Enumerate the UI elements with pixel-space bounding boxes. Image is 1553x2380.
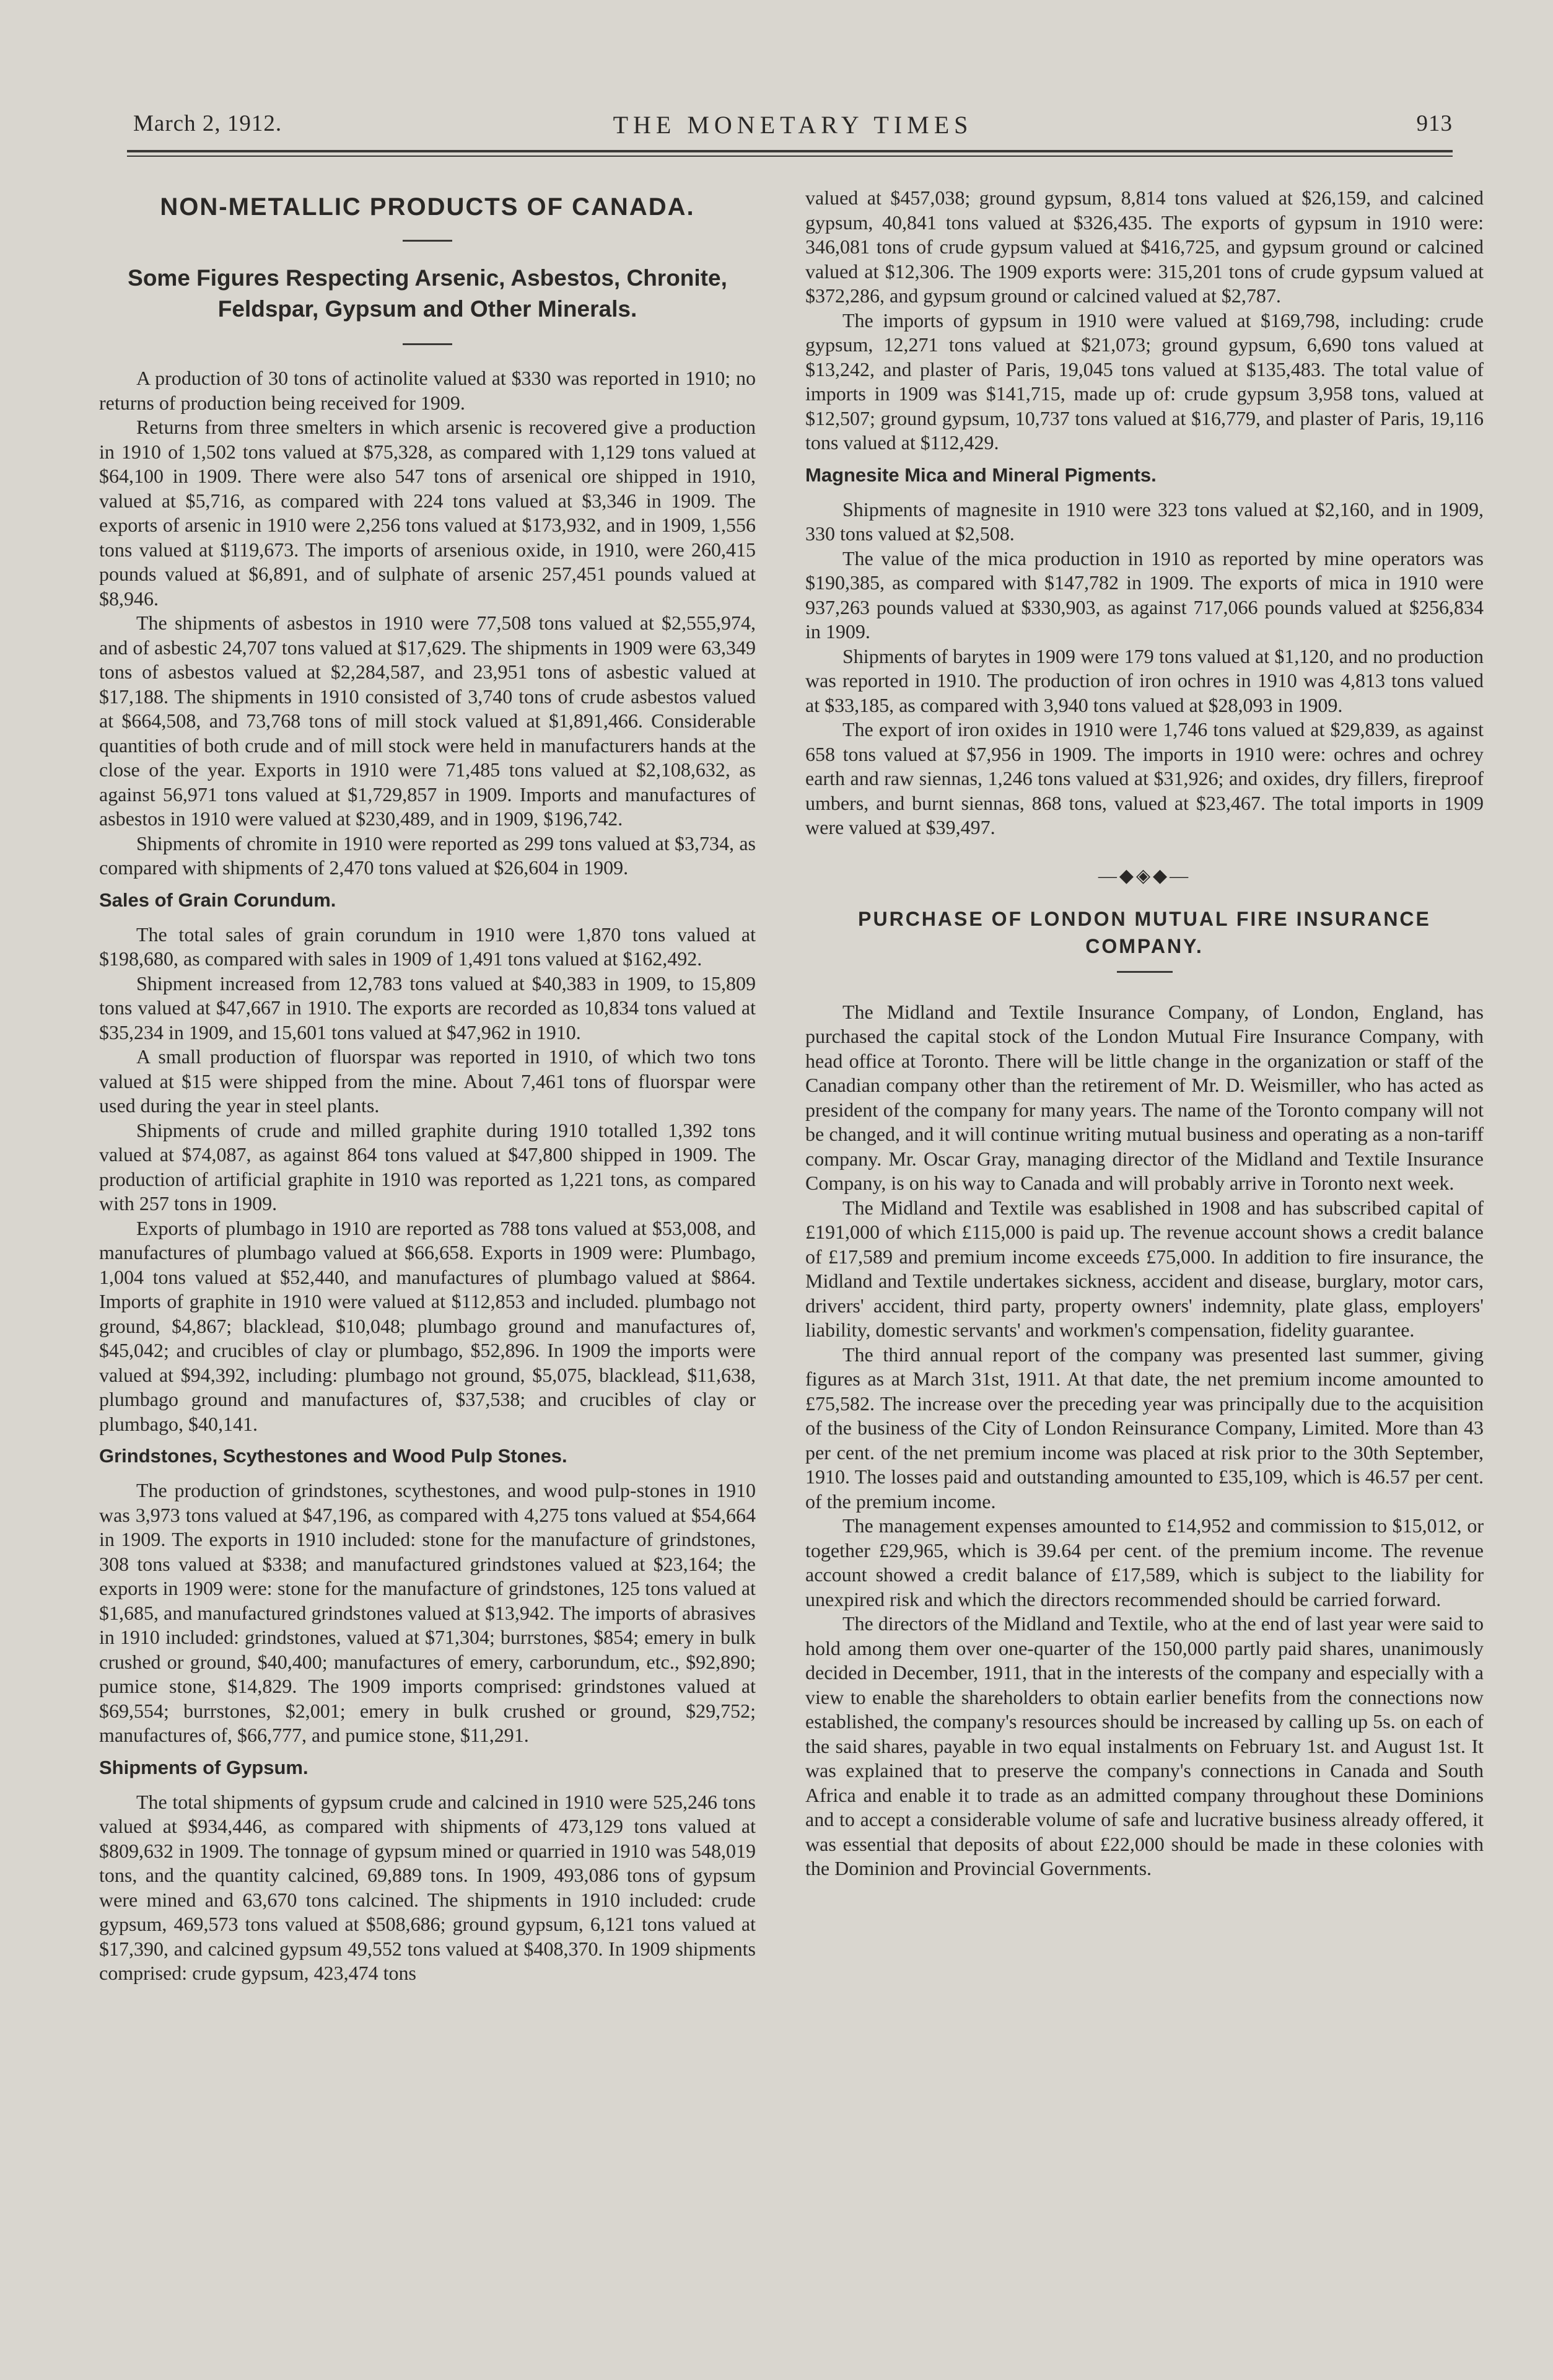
paragraph: Exports of plumbago in 1910 are reported as 788 tons valued at $53,008, and manufactures of plumbago valued at $66,658. Exports in 1909 were: Plumbago, 1,004 tons valued at $52,440, and manufactures of plumbago valued at $864. Imports of graphite in 1910 were valued at $112,853 and included. plumbago not ground, $4,867; blacklead, $10,048; plumbago ground and manufactures of, $45,042; and crucibles of clay or plumbago, $52,896. In 1909 the imports were valued at $94,392, including: plumbago not ground, $5,075, blacklead, $11,638, plumbago ground and manufactures of, $37,538; and crucibles of clay or plumbago, $40,141. [99, 1216, 756, 1435]
paragraph: The imports of gypsum in 1910 were valued at $169,798, including: crude gypsum, 12,271 tons valued at $21,073; ground gypsum, 6,690 tons valued at $13,242, and plaster of Paris, 19,045 tons valued at $135,483. The total value of imports in 1909 was $141,715, made up of: crude gypsum 3,958 tons, valued at $12,507; ground gypsum, 10,737 tons valued at $16,779, and plaster of Paris, 19,116 tons valued at $112,429. [805, 309, 1484, 454]
paragraph: The Midland and Textile Insurance Company, of London, England, has purchased the capital stock of the London Mutual Fire Insurance Company, with head office at Toronto. There will be little change in the organization or staff of the Canadian company other than the retirement of Mr. D. Weismiller, who has acted as president of the company for many years. The name of the Toronto company will not be changed, and it will continue writing mutual business and operating as a non-tariff company. Mr. Oscar Gray, managing director of the Midland and Textile Insurance Company, is on his way to Canada and will probably arrive in Toronto next week. [805, 1000, 1484, 1194]
paragraph: The total shipments of gypsum crude and calcined in 1910 were 525,246 tons valued at $934,446, as compared with shipments of 473,129 tons valued at $809,632 in 1909. The tonnage of gypsum mined or quarried in 1910 was 548,019 tons, and the quantity calcined, 69,889 tons. In 1909, 493,086 tons of gypsum were mined and 63,670 tons calcined. The shipments in 1910 included: crude gypsum, 469,573 tons valued at $508,686; ground gypsum, 6,121 tons valued at $17,390, and calcined gypsum 49,552 tons valued at $408,370. In 1909 shipments comprised: crude gypsum, 423,474 tons [99, 1790, 756, 1984]
paragraph: valued at $457,038; ground gypsum, 8,814 tons valued at $26,159, and calcined gypsum, 40,841 tons valued at $326,435. The exports of gypsum in 1910 were: 346,081 tons of crude gypsum valued at $416,725, and gypsum ground or calcined valued at $12,306. The 1909 exports were: 315,201 tons of crude gypsum valued at $372,286, and gypsum ground or calcined valued at $2,787. [805, 187, 1484, 307]
paragraph: The directors of the Midland and Textile, who at the end of last year were said to hold among them over one-quarter of the 150,000 partly paid shares, unanimously decided in December, 1911, that in the interests of the company and especially with a view to enable the shareholders to obtain earlier benefits from the connections now established, the company's resources should be increased by calling up 5s. on each of the said shares, payable in two equal instalments on February 1st. and August 1st. It was explained that to preserve the company's connections in Canada and South Africa and enable it to trade as an admitted company throughout these Dominions and to accept a considerable volume of safe and lucrative business already offered, it was essential that deposits of about £22,000 should be made in these colonies with the Dominion and Provincial Governments. [805, 1612, 1484, 1879]
right-column [805, 186, 1484, 1881]
paragraph: Shipments of chromite in 1910 were reported as 299 tons valued at $3,734, as compared with shipments of 2,470 tons valued at $26,604 in 1909. [99, 832, 756, 879]
paragraph: Shipment increased from 12,783 tons valued at $40,383 in 1909, to 15,809 tons valued at $47,667 in 1910. The exports are recorded as 10,834 tons valued at $35,234 in 1909, and 15,601 tons valued at $47,962 in 1910. [99, 972, 756, 1043]
section-ornament: —◆◈◆— [1098, 865, 1191, 886]
paragraph: The export of iron oxides in 1910 were 1,746 tons valued at $29,839, as against 658 tons valued at $7,956 in 1909. The imports in 1910 were: ochres and ochrey earth and raw siennas, 1,246 tons valued at $31,926; and oxides, dry fillers, fireproof umbers, and burnt siennas, 868 tons, valued at $23,467. The total imports in 1909 were valued at $39,497. [805, 718, 1484, 838]
paragraph: The total sales of grain corundum in 1910 were 1,870 tons valued at $198,680, as compared with sales in 1909 of 1,491 tons valued at $162,492. [99, 923, 756, 970]
paragraph: The Midland and Textile was esablished in 1908 and has subscribed capital of £191,000 of which £115,000 is paid up. The revenue account shows a credit balance of £17,589 and premium income exceeds £75,000. In addition to fire insurance, the Midland and Textile undertakes sickness, accident and disease, burglary, motor cars, drivers' accident, third party, property owners' indemnity, plate glass, employers' liability, domestic servants' and workmen's compensation, fidelity guarantee. [805, 1196, 1484, 1341]
paragraph: The value of the mica production in 1910 as reported by mine operators was $190,385, as compared with $147,782 in 1909. The exports of mica in 1910 were 937,263 pounds valued at $330,903, as against 717,066 pounds valued at $256,834 in 1909. [805, 547, 1484, 643]
article-title: NON-METALLIC PRODUCTS OF CANADA. [160, 193, 695, 221]
issue-date: March 2, 1912. [133, 111, 282, 136]
section-heading: Magnesite Mica and Mineral Pigments. [805, 463, 1157, 486]
paragraph: Shipments of crude and milled graphite during 1910 totalled 1,392 tons valued at $74,087, as against 864 tons valued at $47,800 shipped in 1909. The production of artificial graphite in 1910 was reported as 1,221 tons, as compared with 257 tons in 1909. [99, 1118, 756, 1214]
left-column [99, 186, 756, 1986]
page-header [133, 110, 1453, 147]
publication-title: THE MONETARY TIMES [613, 111, 973, 139]
section-heading: Sales of Grain Corundum. [99, 889, 336, 911]
title-divider [1117, 971, 1173, 973]
paragraph: The management expenses amounted to £14,952 and commission to $15,012, or together £29,965, which is 39.64 per cent. of the premium income. The revenue account showed a credit balance of £17,589, which is subject to the liability for unexpired risk and which the directors recommended should be carried forward. [805, 1514, 1484, 1610]
paragraph: The third annual report of the company was presented last summer, giving figures as at March 31st, 1911. At that date, the net premium income amounted to £75,582. The increase over the preceding year was principally due to the acquisition of the business of the City of London Reinsurance Company, Limited. More than 43 per cent. of the net premium income was placed at risk prior to the 30th September, 1910. The losses paid and outstanding amounted to £35,109, which is 46.57 per cent. of the premium income. [805, 1343, 1484, 1513]
page-number: 913 [1416, 111, 1453, 136]
article-title: PURCHASE OF LONDON MUTUAL FIRE INSURANCE COMPANY. [858, 907, 1431, 957]
paragraph: Shipments of barytes in 1909 were 179 tons valued at $1,120, and no production was reported in 1910. The production of iron ochres in 1910 was 4,813 tons valued at $33,185, as compared with 3,940 tons valued at $28,093 in 1909. [805, 644, 1484, 716]
subtitle-divider [403, 343, 452, 345]
paragraph: The shipments of asbestos in 1910 were 77,508 tons valued at $2,555,974, and of asbestic 24,707 tons valued at $17,629. The shipments in 1909 were 63,349 tons of asbestos valued at $2,284,587, and 23,951 tons of asbestic valued at $17,188. The shipments in 1910 consisted of 3,740 tons of crude asbestos valued at $664,508, and 73,768 tons of mill stock valued at $1,891,466. Considerable quantities of both crude and of mill stock were held in manufacturers hands at the close of the year. Exports in 1910 were 71,485 tons valued at $2,108,632, as against 56,971 tons valued at $1,729,857 in 1909. Imports and manufactures of asbestos in 1910 were valued at $230,489, and in 1909, $196,742. [99, 612, 756, 830]
paragraph: Returns from three smelters in which arsenic is recovered give a production in 1910 of 1,502 tons valued at $75,328, as compared with 1,129 tons valued at $64,100 in 1909. There were also 547 tons of arsenical ore shipped in 1910, valued at $5,716, as compared with 224 tons valued at $3,346 in 1909. The exports of arsenic in 1910 were 2,256 tons valued at $173,932, and in 1909, 1,556 tons valued at $119,673. The imports of arsenious oxide, in 1910, were 260,415 pounds valued at $6,891, and of sulphate of arsenic 257,451 pounds valued at $8,946. [99, 416, 756, 610]
section-heading: Shipments of Gypsum. [99, 1756, 308, 1778]
paragraph: Shipments of magnesite in 1910 were 323 tons valued at $2,160, and in 1909, 330 tons valued at $2,508. [805, 498, 1484, 545]
section-heading: Grindstones, Scythestones and Wood Pulp Stones. [99, 1445, 567, 1467]
article-subtitle: Some Figures Respecting Arsenic, Asbestos, Chronite, Feldspar, Gypsum and Other Minerals. [128, 265, 727, 322]
header-rule-thin [127, 156, 1453, 157]
paragraph: A small production of fluorspar was reported in 1910, of which two tons valued at $15 were shipped from the mine. About 7,461 tons of fluorspar were used during the year in steel plants. [99, 1045, 756, 1117]
title-divider [403, 240, 452, 242]
paragraph: A production of 30 tons of actinolite valued at $330 was reported in 1910; no returns of production being received for 1909. [99, 367, 756, 414]
header-rule [127, 150, 1453, 152]
paragraph: The production of grindstones, scythestones, and wood pulp-stones in 1910 was 3,973 tons valued at $47,196, as compared with 4,275 tons valued at $54,664 in 1909. The exports in 1910 included: stone for the manufacture of grindstones, 308 tons valued at $338; and manufactured grindstones valued at $23,164; the exports in 1909 were: stone for the manufacture of grindstones, 125 tons valued at $1,685, and manufactured grindstones valued at $13,942. The imports of abrasives in 1910 included: grindstones, valued at $71,304; burrstones, $854; emery in bulk crushed or ground, $40,400; manufactures of emery, carborundum, etc., $92,890; pumice stone, $14,829. The 1909 imports comprised: grindstones valued at $69,554; burrstones, $2,001; emery in bulk crushed or ground, $29,752; manufactures of, $66,777, and pumice stone, $11,291. [99, 1479, 756, 1746]
